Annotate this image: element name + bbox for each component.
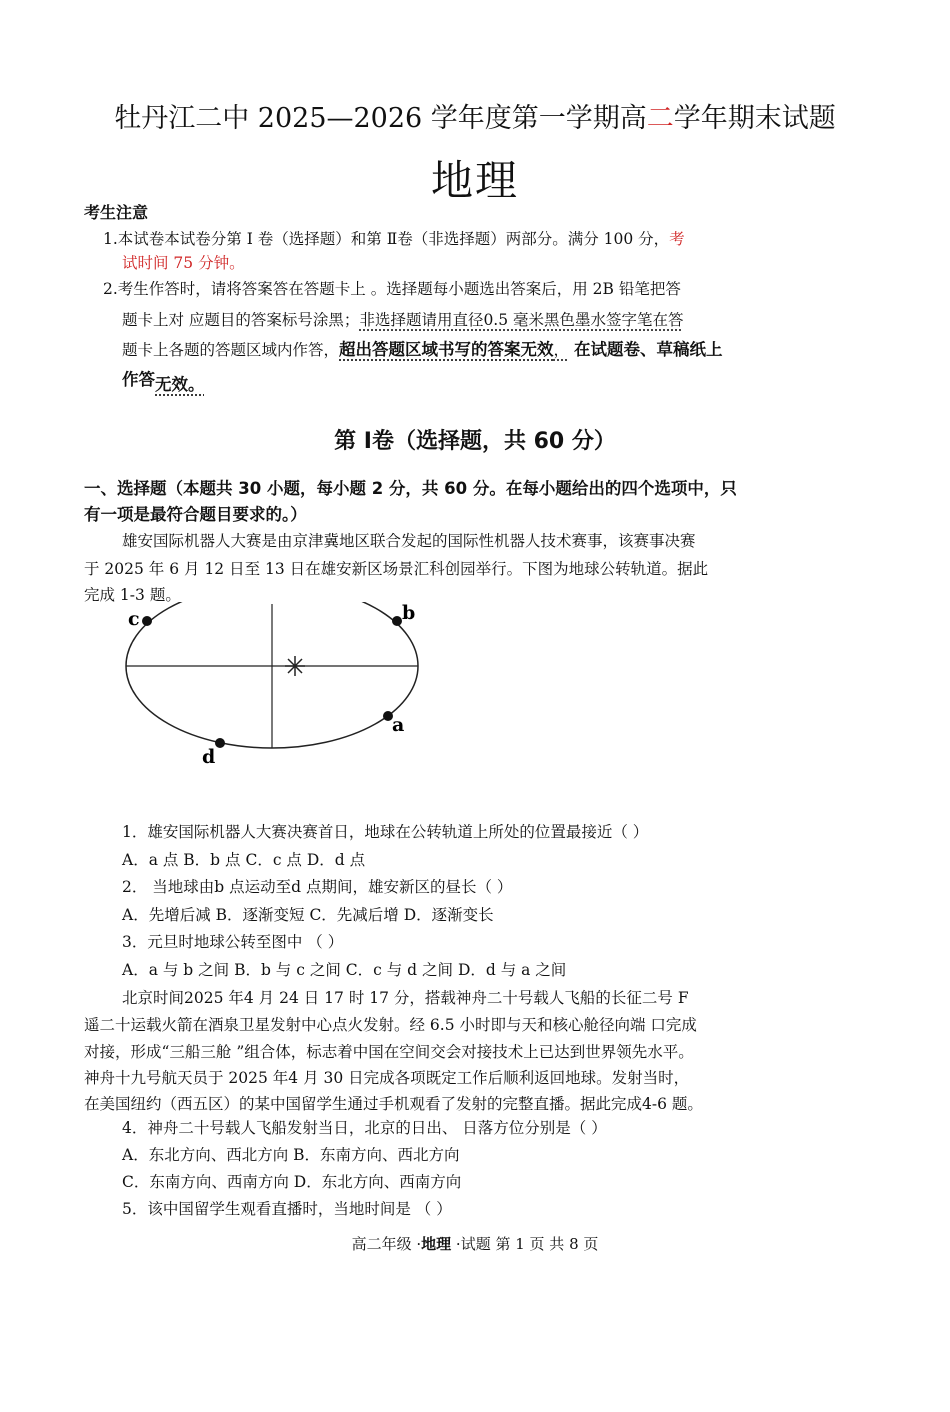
question-4-stem: 4．神舟二十号载人飞船发射当日，北京的日出、 日落方位分别是（ ） <box>122 1119 607 1137</box>
orbit-point-d <box>215 738 225 748</box>
notice-item-2-line-3: 题卡上各题的答题区域内作答，超出答题区域书写的答案无效， 在试题卷、草稿纸上 <box>122 340 723 359</box>
label-a: a <box>392 714 405 736</box>
notice-item-2-line-4: 作答无效。 <box>122 370 205 394</box>
orbit-point-b <box>392 616 402 626</box>
question-1-stem: 1．雄安国际机器人大赛决赛首日，地球在公转轨道上所处的位置最接近（ ） <box>122 823 649 841</box>
label-c: c <box>128 608 140 630</box>
label-b: b <box>402 602 416 624</box>
notice-item-1-line-1: 1.本试卷本试卷分第 Ⅰ 卷（选择题）和第 Ⅱ卷（非选择题）两部分。满分 100 分，考 <box>103 230 685 248</box>
question-4-options-line-2: C．东南方向、西南方向 D．东北方向、西南方向 <box>122 1173 462 1191</box>
exam-title: 牡丹江二中 2025—2026 学年度第一学期高二学年期末试题 <box>114 103 836 134</box>
question-3-stem: 3．元旦时地球公转至图中 （ ） <box>122 933 344 951</box>
part-instructions-line-2: 有一项是最符合题目要求的。） <box>84 505 307 524</box>
part-instructions-line-1: 一、选择题（本题共 30 小题，每小题 2 分，共 60 分。在每小题给出的四个选项中，只 <box>84 479 737 498</box>
question-2-options: A．先增后减 B．逐渐变短 C．先减后增 D．逐渐变长 <box>122 906 494 924</box>
page-footer: 高二年级 ·地理 ·试题 第 1 页 共 8 页 <box>351 1235 599 1253</box>
notice-heading: 考生注意 <box>84 203 149 222</box>
passage2-line-2: 遥二十运载火箭在酒泉卫星发射中心点火发射。经 6.5 小时即与天和核心舱径向端 口完成 <box>84 1016 697 1034</box>
passage1-line-1: 雄安国际机器人大赛是由京津冀地区联合发起的国际性机器人技术赛事，该赛事决赛 <box>122 532 696 550</box>
passage2-line-3: 对接，形成“三船三舱 ”组合体，标志着中国在空间交会对接技术上已达到世界领先水平。 <box>84 1043 694 1061</box>
question-5-stem: 5．该中国留学生观看直播时，当地时间是 （ ） <box>122 1200 452 1218</box>
notice-item-2-line-2: 题卡上对 应题目的答案标号涂黑；非选择题请用直径0.5 毫米黑色墨水签字笔在答 <box>122 311 684 329</box>
notice-item-2-line-1: 2.考生作答时，请将答案答在答题卡上 。选择题每小题选出答案后，用 2B 铅笔把答 <box>103 280 681 298</box>
question-2-stem: 2． 当地球由b 点运动至d 点期间，雄安新区的昼长（ ） <box>122 878 513 896</box>
passage1-line-2: 于 2025 年 6 月 12 日至 13 日在雄安新区场景汇科创园举行。下图为地球公转轨道。据此 <box>84 560 709 578</box>
question-1-options: A．a 点 B．b 点 C．c 点 D．d 点 <box>122 851 366 869</box>
passage2-line-4: 神舟十九号航天员于 2025 年4 月 30 日完成各项既定工作后顺利返回地球。发射当时， <box>84 1069 690 1087</box>
passage2-line-5: 在美国纽约（西五区）的某中国留学生通过手机观看了发射的完整直播。据此完成4-6 题。 <box>84 1095 703 1113</box>
question-4-options-line-1: A．东北方向、西北方向 B．东南方向、西北方向 <box>122 1146 460 1164</box>
label-d: d <box>202 746 216 768</box>
sun-icon <box>285 656 305 676</box>
passage1-line-3: 完成 1-3 题。 <box>84 586 181 604</box>
orbit-point-c <box>142 616 152 626</box>
notice-item-1-line-2: 试时间 75 分钟。 <box>122 254 245 272</box>
subject-title: 地理 <box>430 156 519 205</box>
section-title: 第 Ⅰ卷（选择题，共 60 分） <box>334 429 616 454</box>
question-3-options: A．a 与 b 之间 B．b 与 c 之间 C．c 与 d 之间 D．d 与 a 之间 <box>122 961 567 979</box>
earth-orbit-figure <box>100 596 440 776</box>
passage2-line-1: 北京时间2025 年4 月 24 日 17 时 17 分，搭载神舟二十号载人飞船的长征二号 F <box>122 989 689 1007</box>
